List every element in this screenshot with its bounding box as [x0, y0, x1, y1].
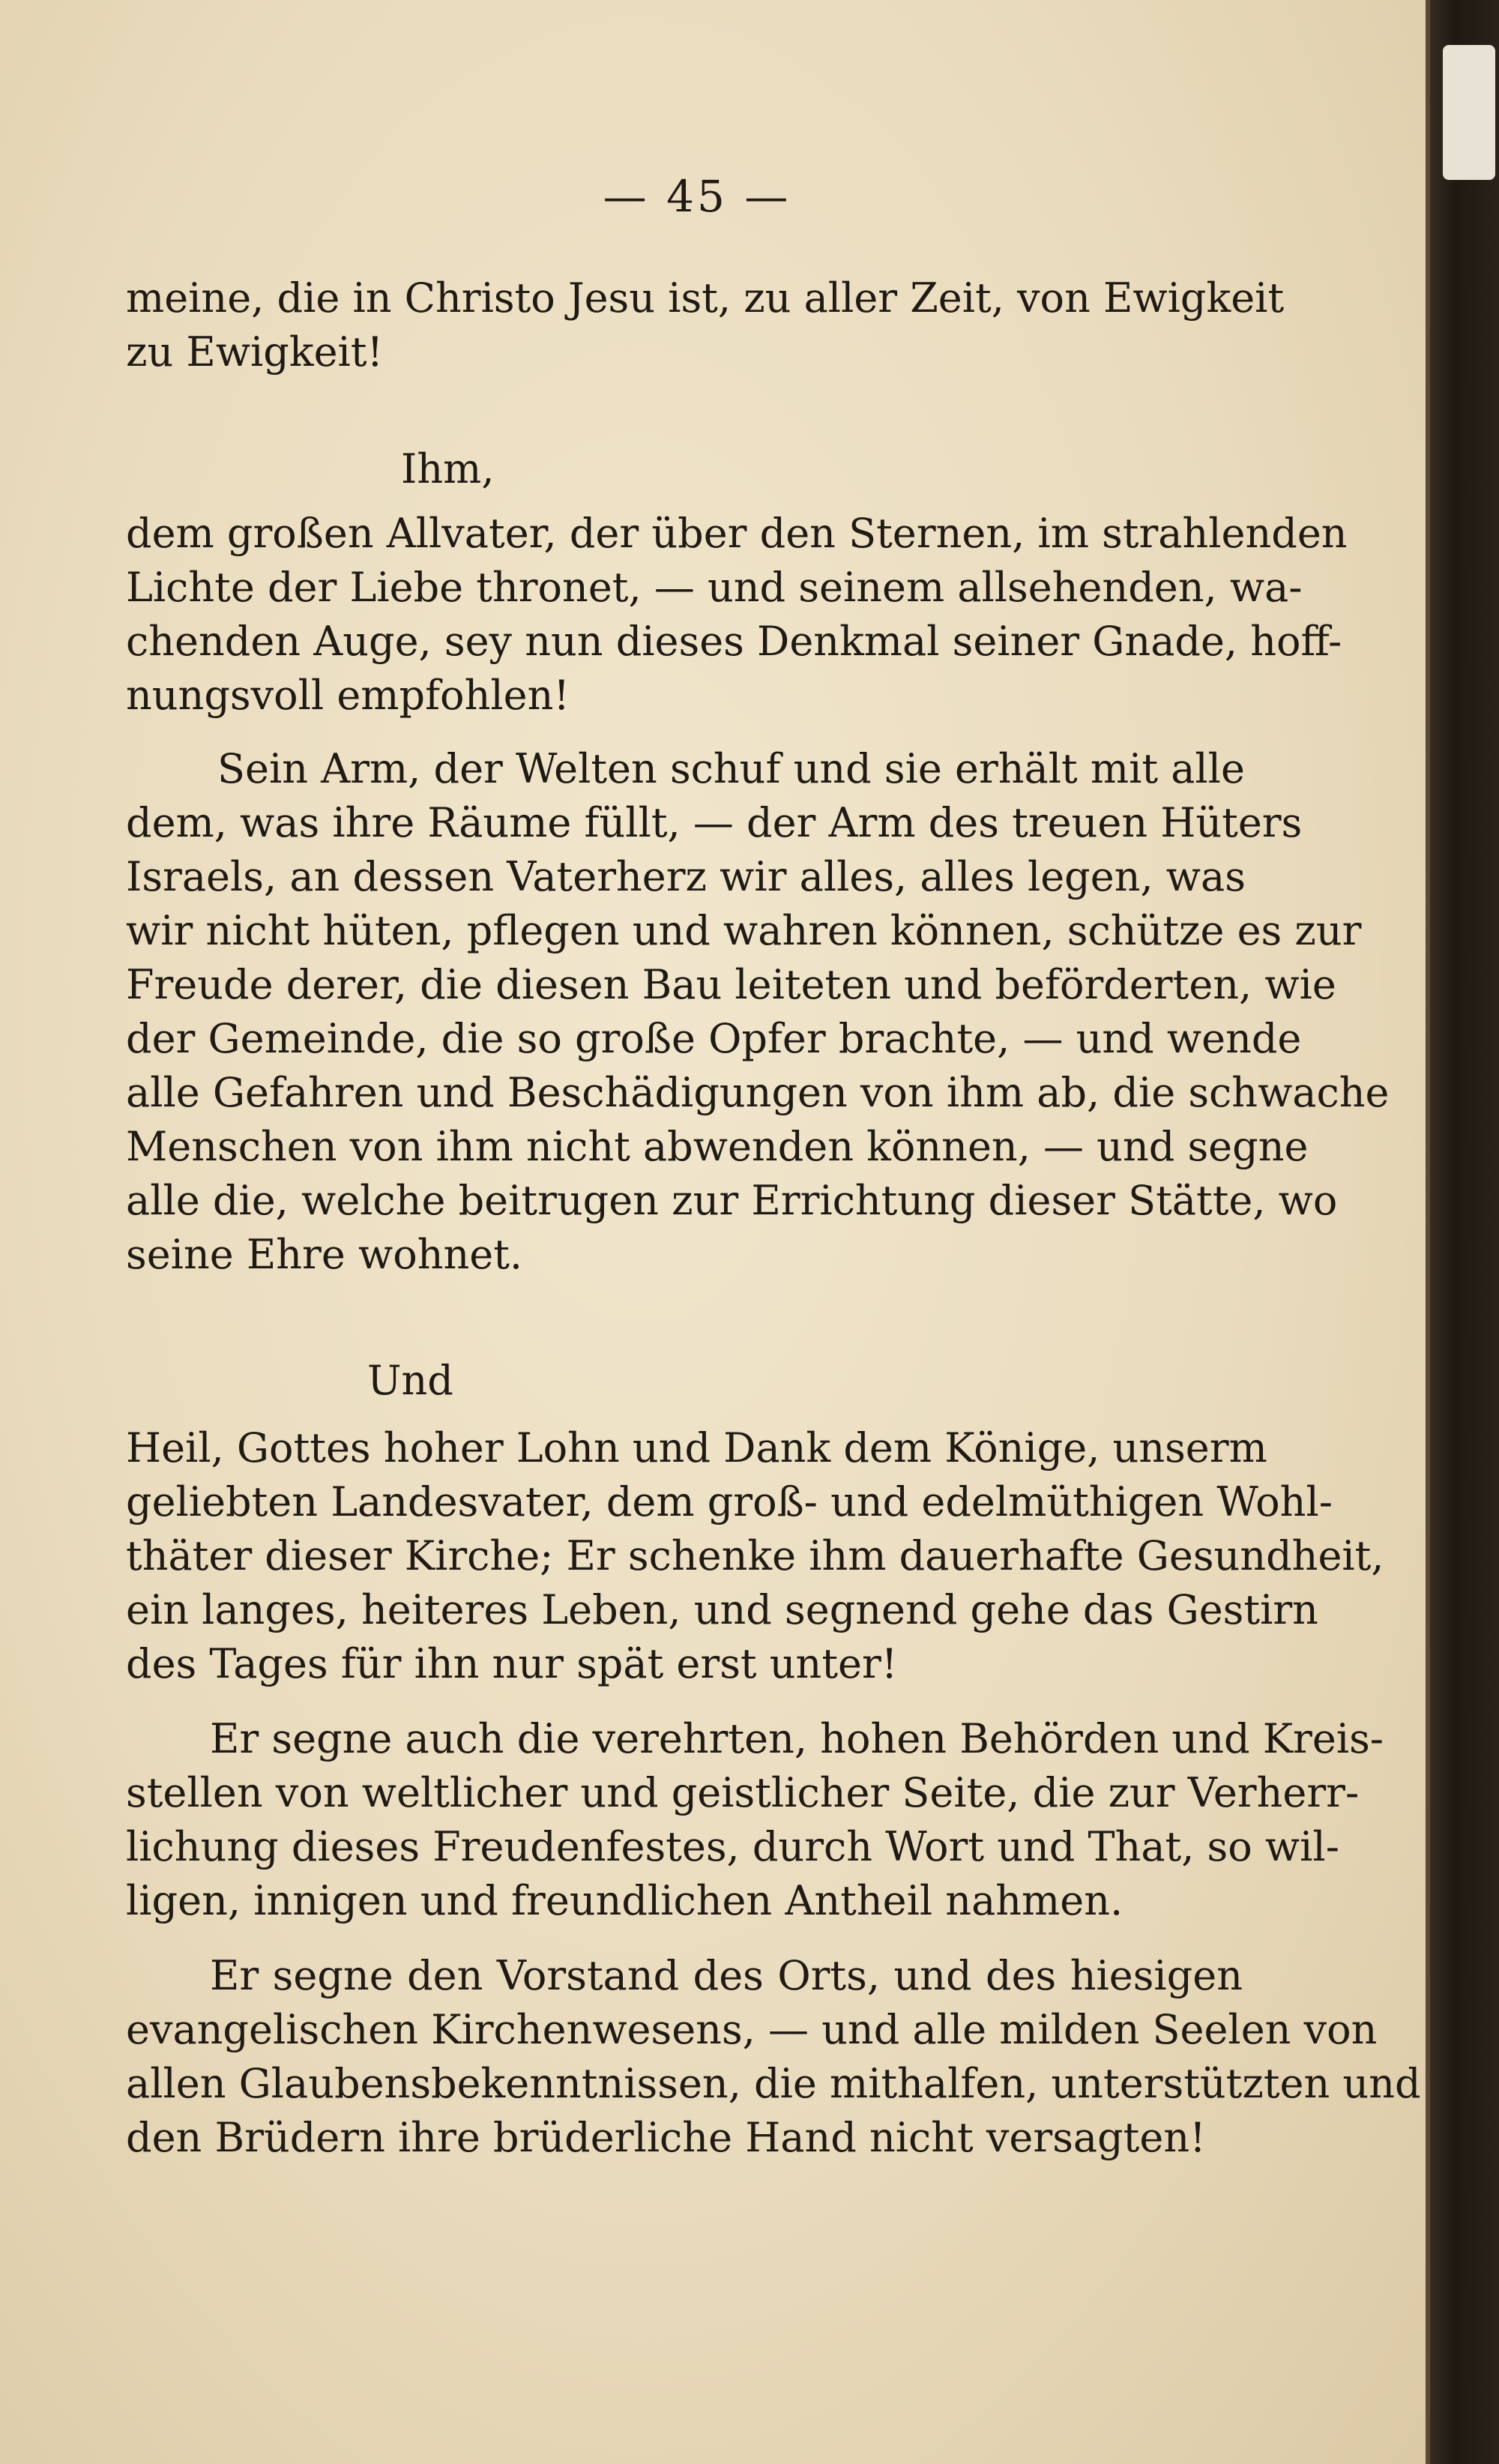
- text-line: ein langes, heiteres Leben, und segnend gehe das Gestirn: [126, 1586, 1318, 1633]
- book-binding-edge: [1426, 0, 1499, 2464]
- text-line: stellen von weltlicher und geistlicher Seite, die zur Verherr-: [126, 1769, 1360, 1816]
- text-line: Er segne auch die verehrten, hohen Behörden und Kreis-: [210, 1715, 1384, 1762]
- text-line: alle Gefahren und Beschädigungen von ihm ab, die schwache: [126, 1069, 1390, 1116]
- text-line: geliebten Landesvater, dem groß- und edelmüthigen Wohl-: [126, 1478, 1333, 1525]
- text-line: des Tages für ihn nur spät erst unter!: [126, 1640, 898, 1687]
- text-line: Israels, an dessen Vaterherz wir alles, alles legen, was: [126, 853, 1246, 900]
- text-line: Menschen von ihm nicht abwenden können, — und segne: [126, 1123, 1309, 1170]
- text-line: ligen, innigen und freundlichen Antheil nahmen.: [126, 1877, 1124, 1924]
- section-heading: Und: [367, 1357, 453, 1404]
- text-line: Lichte der Liebe thronet, — und seinem allsehenden, wa-: [126, 564, 1303, 611]
- text-line: evangelischen Kirchenwesens, — und alle milden Seelen von: [126, 2006, 1378, 2053]
- text-line: dem großen Allvater, der über den Sternen, im strahlenden: [126, 510, 1348, 557]
- text-line: chenden Auge, sey nun dieses Denkmal seiner Gnade, hoff-: [126, 618, 1342, 665]
- text-line: Heil, Gottes hoher Lohn und Dank dem Könige, unserm: [126, 1424, 1267, 1472]
- library-label: [1443, 45, 1495, 180]
- text-line: nungsvoll empfohlen!: [126, 672, 570, 719]
- text-line: Er segne den Vorstand des Orts, und des hiesigen: [210, 1952, 1243, 1999]
- text-line: wir nicht hüten, pflegen und wahren können, schütze es zur: [126, 907, 1362, 954]
- text-line: Freude derer, die diesen Bau leiteten und beförderten, wie: [126, 961, 1336, 1008]
- text-line: allen Glaubensbekenntnissen, die mithalfen, unterstützten und: [126, 2060, 1421, 2107]
- text-line: zu Ewigkeit!: [126, 328, 384, 376]
- text-line: alle die, welche beitrugen zur Errichtung dieser Stätte, wo: [126, 1177, 1338, 1224]
- text-line: thäter dieser Kirche; Er schenke ihm dauerhafte Gesundheit,: [126, 1532, 1384, 1579]
- text-line: der Gemeinde, die so große Opfer brachte, — und wende: [126, 1015, 1302, 1062]
- text-line: Sein Arm, der Welten schuf und sie erhält mit alle: [217, 745, 1245, 792]
- text-line: dem, was ihre Räume füllt, — der Arm des treuen Hüters: [126, 799, 1303, 846]
- text-line: den Brüdern ihre brüderliche Hand nicht versagten!: [126, 2114, 1206, 2161]
- page-edge: [1426, 0, 1430, 2464]
- text-line: meine, die in Christo Jesu ist, zu aller Zeit, von Ewigkeit: [126, 274, 1285, 322]
- text-line: lichung dieses Freudenfestes, durch Wort und That, so wil-: [126, 1823, 1339, 1870]
- text-line: seine Ehre wohnet.: [126, 1231, 523, 1278]
- section-heading: Ihm,: [401, 445, 495, 493]
- page-number: — 45 —: [603, 171, 791, 222]
